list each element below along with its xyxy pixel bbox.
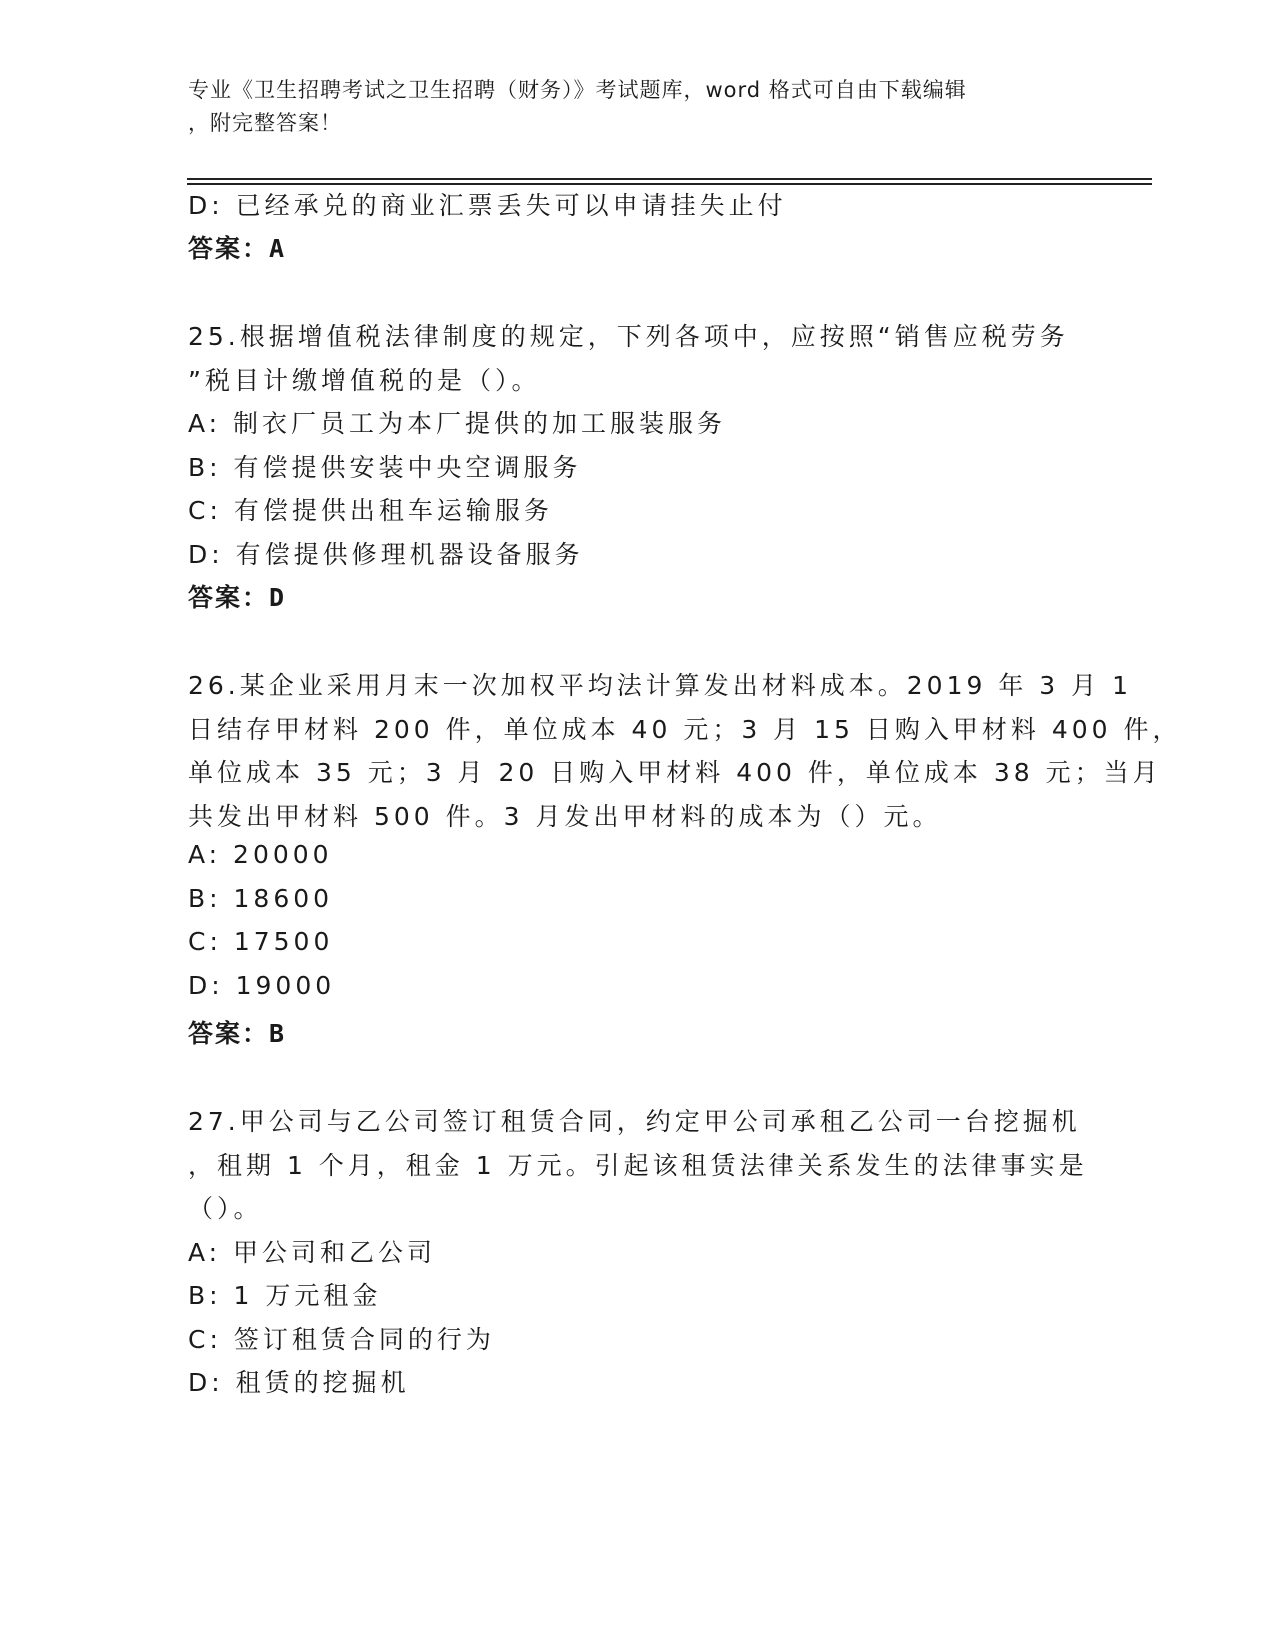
q26-option-a: A: 20000 xyxy=(188,840,333,869)
header-divider xyxy=(187,178,1152,185)
q25-option-c: C: 有偿提供出租车运输服务 xyxy=(188,496,553,525)
q26-option-b: B: 18600 xyxy=(188,884,334,913)
q27-option-c: C: 签订租赁合同的行为 xyxy=(188,1325,495,1354)
answer-label: 答案： xyxy=(188,234,270,263)
document-header xyxy=(188,74,1068,140)
q26-stem-line-2: 日结存甲材料 200 件，单位成本 40 元；3 月 15 日购入甲材料 400 件， xyxy=(188,715,1182,744)
q25-option-a: A: 制衣厂员工为本厂提供的加工服装服务 xyxy=(188,409,727,438)
q26-option-d: D: 19000 xyxy=(188,971,336,1000)
header-line-2: ，附完整答案！ xyxy=(188,111,342,135)
header-line-1: 专业《卫生招聘考试之卫生招聘（财务）》考试题库，word 格式可自由下载编辑 xyxy=(188,78,967,102)
prev-answer xyxy=(188,229,286,265)
q26-stem-line-4: 共发出甲材料 500 件。3 月发出甲材料的成本为（）元。 xyxy=(188,802,942,831)
q27-option-d: D: 租赁的挖掘机 xyxy=(188,1368,410,1397)
q25-option-b: B: 有偿提供安装中央空调服务 xyxy=(188,453,582,482)
q27-option-b: B: 1 万元租金 xyxy=(188,1281,382,1310)
q25-stem-line-2: ”税目计缴增值税的是（）。 xyxy=(188,366,541,395)
answer-label: 答案： xyxy=(188,583,270,612)
answer-value: D xyxy=(269,583,287,612)
q25-option-d: D: 有偿提供修理机器设备服务 xyxy=(188,540,584,569)
answer-label: 答案： xyxy=(188,1019,270,1048)
answer-value: B xyxy=(269,1019,287,1048)
q27-stem-line-3: （）。 xyxy=(188,1194,263,1223)
prev-option-d: D: 已经承兑的商业汇票丢失可以申请挂失止付 xyxy=(188,191,787,220)
q27-stem-line-1: 27.甲公司与乙公司签订租赁合同，约定甲公司承租乙公司一台挖掘机 xyxy=(188,1107,1081,1136)
q25-stem-line-1: 25.根据增值税法律制度的规定，下列各项中，应按照“销售应税劳务 xyxy=(188,322,1069,351)
q27-option-a: A: 甲公司和乙公司 xyxy=(188,1238,437,1267)
q26-stem-line-3: 单位成本 35 元；3 月 20 日购入甲材料 400 件，单位成本 38 元；当月 xyxy=(188,758,1162,787)
q26-option-c: C: 17500 xyxy=(188,927,334,956)
q26-stem-line-1: 26.某企业采用月末一次加权平均法计算发出材料成本。2019 年 3 月 1 xyxy=(188,671,1132,700)
q26-answer xyxy=(188,1014,286,1050)
q25-answer xyxy=(188,578,286,614)
q27-stem-line-2: ，租期 1 个月，租金 1 万元。引起该租赁法律关系发生的法律事实是 xyxy=(188,1151,1088,1180)
answer-value: A xyxy=(269,234,287,263)
